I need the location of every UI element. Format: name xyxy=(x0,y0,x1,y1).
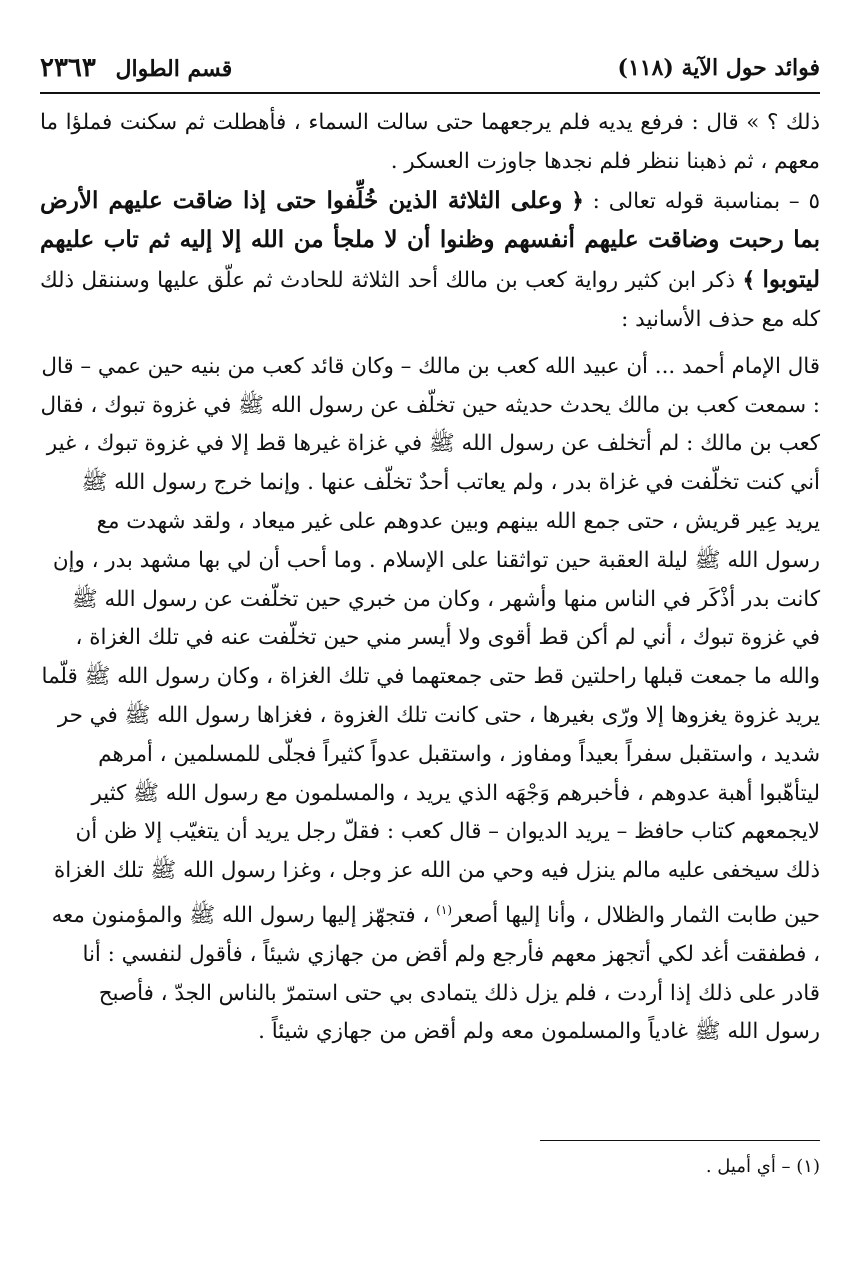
paragraph-3-part-b: ، فتجهّز إليها رسول الله ﷺ والمؤمنون معه ، فطفقت أغد لكي أتجهز معهم فأرجع ولم أقض من جهازي شيئاً ، فأقول لنفسي : أنا قادر على ذلك إذا أردت ، فلم يزل ذلك يتمادى بي حتى استمرّ بالناس الجدّ ، فأصبح رسول الله ﷺ غادياً والمسلمون معه ولم أقض من جهازي شيئاً . xyxy=(51,903,820,1045)
book-title: فوائد حول الآية (١١٨) xyxy=(617,55,820,81)
quran-bracket-close: ﴾ xyxy=(742,268,756,294)
section-info xyxy=(40,53,232,83)
paragraph-3 xyxy=(40,348,820,1052)
paragraph-2-intro: ٥ – بمناسبة قوله تعالى : xyxy=(592,188,820,214)
paragraph-2-rest: ذكر ابن كثير رواية كعب بن مالك أحد الثلاثة للحادث ثم علّق عليها وسننقل ذلك كله مع حذف الأسانيد : xyxy=(40,268,820,332)
page-number: ٢٣٦٣ xyxy=(40,53,96,83)
main-text xyxy=(40,104,820,1052)
footnote-rule xyxy=(540,1140,820,1141)
paragraph-3-part-a: قال الإمام أحمد ... أن عبيد الله كعب بن مالك – وكان قائد كعب من بنيه حين عمي – قال : سمعت كعب بن مالك يحدث حديثه حين تخلّف عن رسول الله ﷺ في غزوة تبوك ، فقال كعب بن مالك : لم أتخلف عن رسول الله ﷺ في غزاة غيرها قط إلا في غزوة تبوك ، غير أني كنت تخلّفت في غزاة بدر ، ولم يعاتب أحدٌ تخلّف عنها . وإنما خرج رسول الله ﷺ يريد عِير قريش ، حتى جمع الله بينهم وبين عدوهم على غير ميعاد ، ولقد شهدت مع رسول الله ﷺ ليلة العقبة حين تواثقنا على الإسلام . وما أحب أن لي بها مشهد بدر ، وإن كانت بدر أذْكَر في الناس منها وأشهر ، وكان من خبري حين تخلّفت عن رسول الله ﷺ في غزوة تبوك ، أني لم أكن قط أقوى ولا أيسر مني حين تخلّفت عنه في تلك الغزاة ، والله ما جمعت قبلها راحلتين قط حتى جمعتهما في تلك الغزاة ، وكان رسول الله ﷺ قلّما يريد غزوة يغزوها إلا ورّى بغيرها ، حتى كانت تلك الغزوة ، فغزاها رسول الله ﷺ في حر شديد ، واستقبل سفراً بعيداً ومفاوز ، واستقبل عدواً كثيراً فجلّى للمسلمين ، أمرهم ليتأهّبوا أهبة عدوهم ، فأخبرهم وَجْهَه الذي يريد ، والمسلمون مع رسول الله ﷺ كثير لايجمعهم كتاب حافظ – يريد الديوان – قال كعب : فقلّ رجل يريد أن يتغيّب إلا ظن أن ذلك سيخفى عليه مالم ينزل فيه وحي من الله عز وجل ، وغزا رسول الله ﷺ تلك الغزاة حين طابت الثمار والظلال ، وأنا إليها أصعر xyxy=(40,353,820,929)
paragraph-2 xyxy=(40,182,820,340)
running-header xyxy=(40,44,820,92)
header-rule xyxy=(40,92,820,94)
paragraph-1: ذلك ؟ » قال : فرفع يديه فلم يرجعهما حتى سالت السماء ، فأهطلت ثم سكنت فملؤا ما معهم ، ثم ذهبنا ننظر فلم نجدها جاوزت العسكر . xyxy=(40,110,820,174)
footnote-reference[interactable]: (١) xyxy=(436,902,452,917)
footnote: (١) – أي أميل . xyxy=(705,1156,820,1177)
quran-verse: وعلى الثلاثة الذين خُلِّفوا حتى إذا ضاقت عليهم الأرض بما رحبت وضاقت عليهم أنفسهم وظنوا أن لا ملجأ من الله إلا إليه ثم تاب عليهم ليتوبوا xyxy=(40,186,820,294)
section-title: قسم الطوال xyxy=(115,56,233,82)
quran-bracket-open: ﴿ xyxy=(571,188,584,214)
